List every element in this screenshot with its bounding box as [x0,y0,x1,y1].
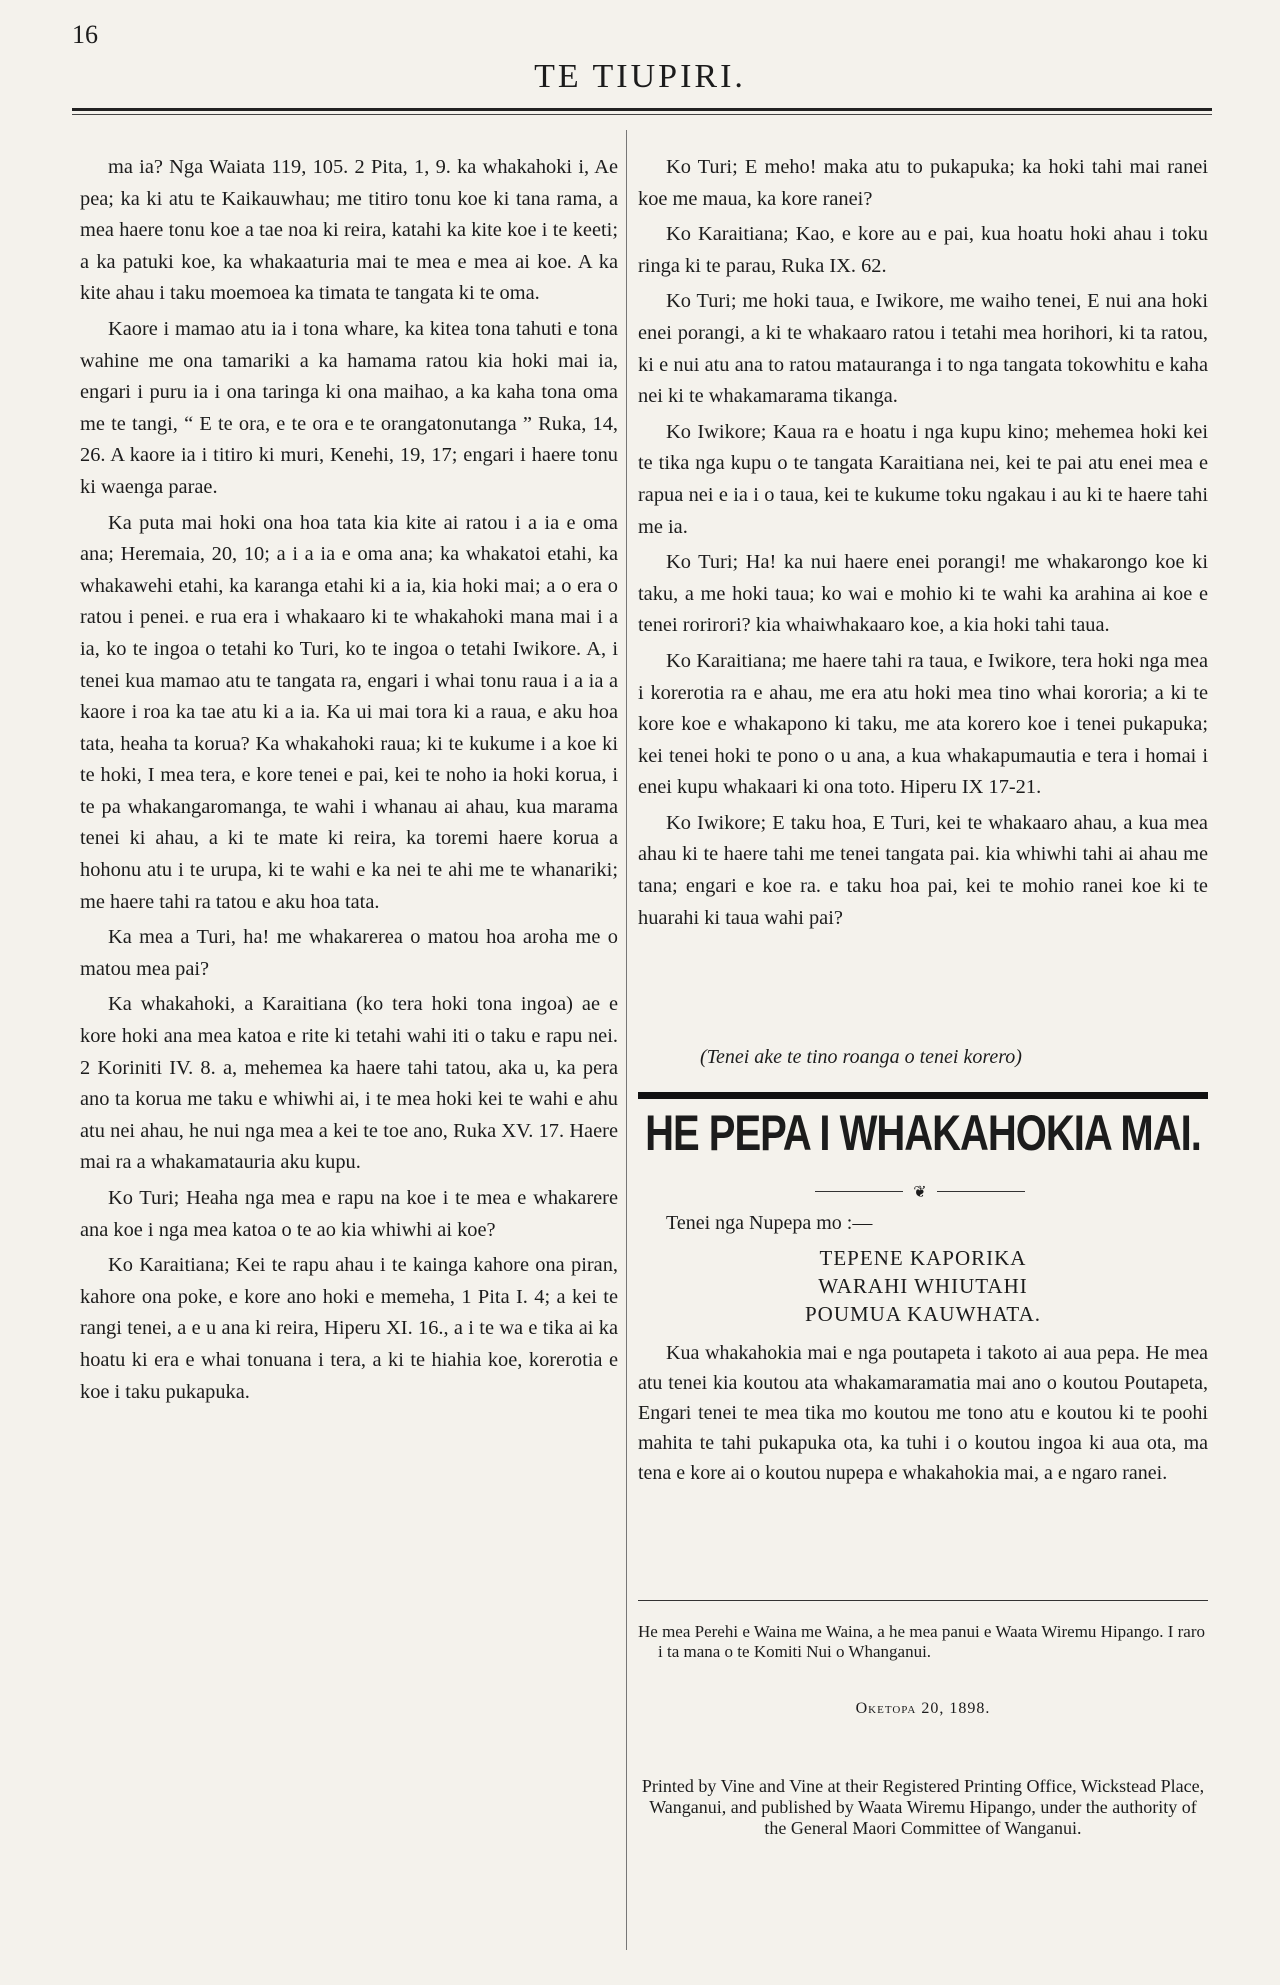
paragraph: Ko Iwikore; Kaua ra e hoatu i nga kupu kino; mehemea hoki kei te tika nga kupu o te tangata Karaitiana nei, kei te pai atu enei mea e rapua nei e ia i o taua, kei te kukume toku ngakau i au ki te haere tahi me ia. [638,420,1208,538]
paragraph: Ka puta mai hoki ona hoa tata kia kite ai ratou i a ia e oma ana; Heremaia, 20, 10; a i a ia e oma ana; ka whakatoi etahi, ka whakawehi etahi, ka karanga etahi ki a ia, kia hoki mai; a o era o ratou i penei. e rua era i whakaaro ki te whakahoki mana mai i a ia, ko te ingoa o tetahi ko Turi, ko te ingoa o tetahi Iwikore. A, i tenei kua mamao atu te tangata ra, engari i whai tonu raua i a ia a kaore i roa ka tae atu ki a ia. Ka ui mai tora ki a raua, e aku hoa tata, heaha ta korua? Ka whakahoki raua; ki te kukume i a koe ki te hoki, I mea tera, e kore tenei e pai, kei te noho ia hoki korua, i te pa whakangaromanga, te wahi i whanau ai ahau, kua marama tenei ki ahau, a ki te mate ki reira, ka toremi haere korua a hohonu atu i te urupa, ki te wahi e ka nei te ahi me te whanariki; me haere tahi ra tatou e aku hoa tata. [80,511,618,913]
paragraph: Ka mea a Turi, ha! me whakarerea o matou hoa aroha me o matou mea pai? [80,926,618,980]
column-divider [626,130,627,1950]
masthead-title: TE TIUPIRI. [534,58,746,95]
paragraph: Ko Karaitiana; me haere tahi ra taua, e Iwikore, tera hoki nga mea i korerotia ra e ahau, me era atu hoki mea tino whai kororia; a ki te kore koe e whakapono ki taku, me ata korero koe i tenei pukapuka; kei tenei hoki te pono o u ana, a kua whakapumautia e tera i homai i enei kupu whakaari ki ona toto. Hiperu IX 17-21. [638,649,1208,799]
paragraph: Kaore i mamao atu ia i tona whare, ka kitea tona tahuti e tona wahine me ona tamariki a ka hamama ratou kia hoki mai ia, engari i puru ia i ona taringa ki ona maihao, a ka kaha tona oma me te tangi, “ E te ora, e te ora e te orangatonutanga ” Ruka, 14, 26. A kaore ia i titiro ki muri, Kenehi, 19, 17; engari i haere tonu ki waenga parae. [80,317,618,498]
recipient-name: TEPENE KAPORIKA [819,1246,1027,1270]
paragraph: Ko Iwikore; E taku hoa, E Turi, kei te whakaaro ahau, a kua mea ahau ki te haere tahi me tenei tangata pai. kia whiwhi tahi ai ahau me tana; engari e koe ra. e taku hoa pai, kei te mohio ranei koe ki te huarahi ki taua wahi pai? [638,811,1208,929]
ornament-flourish-icon: ❦ [913,1183,927,1201]
notice-title: HE PEPA I WHAKAHOKIA MAI. [645,1106,1201,1162]
imprint-rule [638,1600,1208,1601]
header-rule-thin [72,114,1212,115]
page-number: 16 [72,20,98,49]
header-rule [72,108,1212,111]
section-rule [638,1092,1208,1099]
ornament-divider [800,1180,1040,1202]
recipient-name: POUMUA KAUWHATA. [805,1302,1041,1326]
paragraph: Ka whakahoki, a Karaitiana (ko tera hoki tona ingoa) ae e kore hoki ana mea katoa e rite ki tetahi wahi iti o taku e rapu nei. 2 Koriniti IV. 8. a, mehemea ka haere tahi tatou, aka u, ka pera ano ta korua me taku e whiwhi ai, i te mea hoki kei te wahi e ahu atu nei ahau, he nui nga mea a kei te toe ano, Ruka XV. 17. Haere mai ra a whakamatauria aku kupu. [80,993,618,1174]
issue-date: Oketopa 20, 1898. [855,1700,991,1717]
ornament-bar-left [815,1191,903,1192]
paragraph: Ko Turi; E meho! maka atu to pukapuka; ka hoki tahi mai ranei koe me maua, ka kore ranei? [638,156,1208,210]
imprint-text: He mea Perehi e Waina me Waina, a he mea panui e Waata Wiremu Hipango. I raro i ta mana o te Komiti Nui o Whanganui. [638,1622,1206,1661]
imprint-block [638,1622,1208,1662]
ornament-bar-right [937,1191,1025,1192]
notice-body [638,1338,1208,1488]
paragraph: Ko Turi; me hoki taua, e Iwikore, me waiho tenei, E nui ana hoki enei porangi, a ki te whakaaro ratou i tetahi mea horihori, ki ta ratou, ki e nui atu ana to ratou matauranga i to nga tangata tokowhitu e kaha nei ki te whakamarama tikanga. [638,290,1208,408]
paragraph: Ko Turi; Ha! ka nui haere enei porangi! me whakarongo koe ki taku, a me hoki taua; ko wai e mohio ki te wahi ka arahina ai koe e tenei rorirori? kia whaiwhakaaro koe, a kia hoki tahi taua. [638,551,1208,637]
right-column [638,152,1208,938]
continued-note: (Tenei ake te tino roanga o tenei korero) [700,1046,1022,1068]
recipient-name: WARAHI WHIUTAHI [818,1274,1028,1298]
notice-intro: Tenei nga Nupepa mo :— [666,1212,873,1234]
printer-statement: Printed by Vine and Vine at their Registered Printing Office, Wickstead Place, Wanganui, and published by Waata Wiremu Hipango, under the authority of the General Maori Committee of Wanganui. [641,1776,1205,1838]
paragraph: Ko Karaitiana; Kei te rapu ahau i te kainga kahore ona piran, kahore ona poke, e kore ano hoki e memeha, 1 Pita I. 4; a kei te rangi tenei, a e u ana ki reira, Hiperu XI. 16., a i te wa e tika ai ka hoatu ki era e whai tonuana i tera, a ki te hiahia koe, korerotia e koe i taku pukapuka. [80,1254,618,1403]
paragraph: Kua whakahokia mai e nga poutapeta i takoto ai aua pepa. He mea atu tenei kia koutou ata whakamaramatia mai ano o koutou Poutapeta, Engari tenei te mea tika mo koutou me tono atu e koutou ki te poohi mahita te tahi pukapuka ota, ka tuhi i o koutou ingoa ki aua ota, ma tena e kore ai o koutou nupepa e whakahokia mai, a e ngaro ranei. [638,1342,1208,1484]
paragraph: Ko Karaitiana; Kao, e kore au e pai, kua hoatu hoki ahau i toku ringa ki te parau, Ruka IX. 62. [638,223,1208,277]
paragraph: Ko Turi; Heaha nga mea e rapu na koe i te mea e whakarere ana koe i nga mea katoa o te ao kia whiwhi ai koe? [80,1187,618,1241]
left-column [80,152,618,1412]
paragraph: ma ia? Nga Waiata 119, 105. 2 Pita, 1, 9. ka whakahoki i, Ae pea; ka ki atu te Kaikauwhau; me titiro tonu koe ki tana rama, a mea haere tonu koe a tae noa ki reira, katahi ka kite koe i te keeti; a ka patuki koe, ka whakaaturia mai te mea e mea ai koe. A ka kite ahau i taku moemoea ka timata te tangata ki te oma. [80,156,618,305]
